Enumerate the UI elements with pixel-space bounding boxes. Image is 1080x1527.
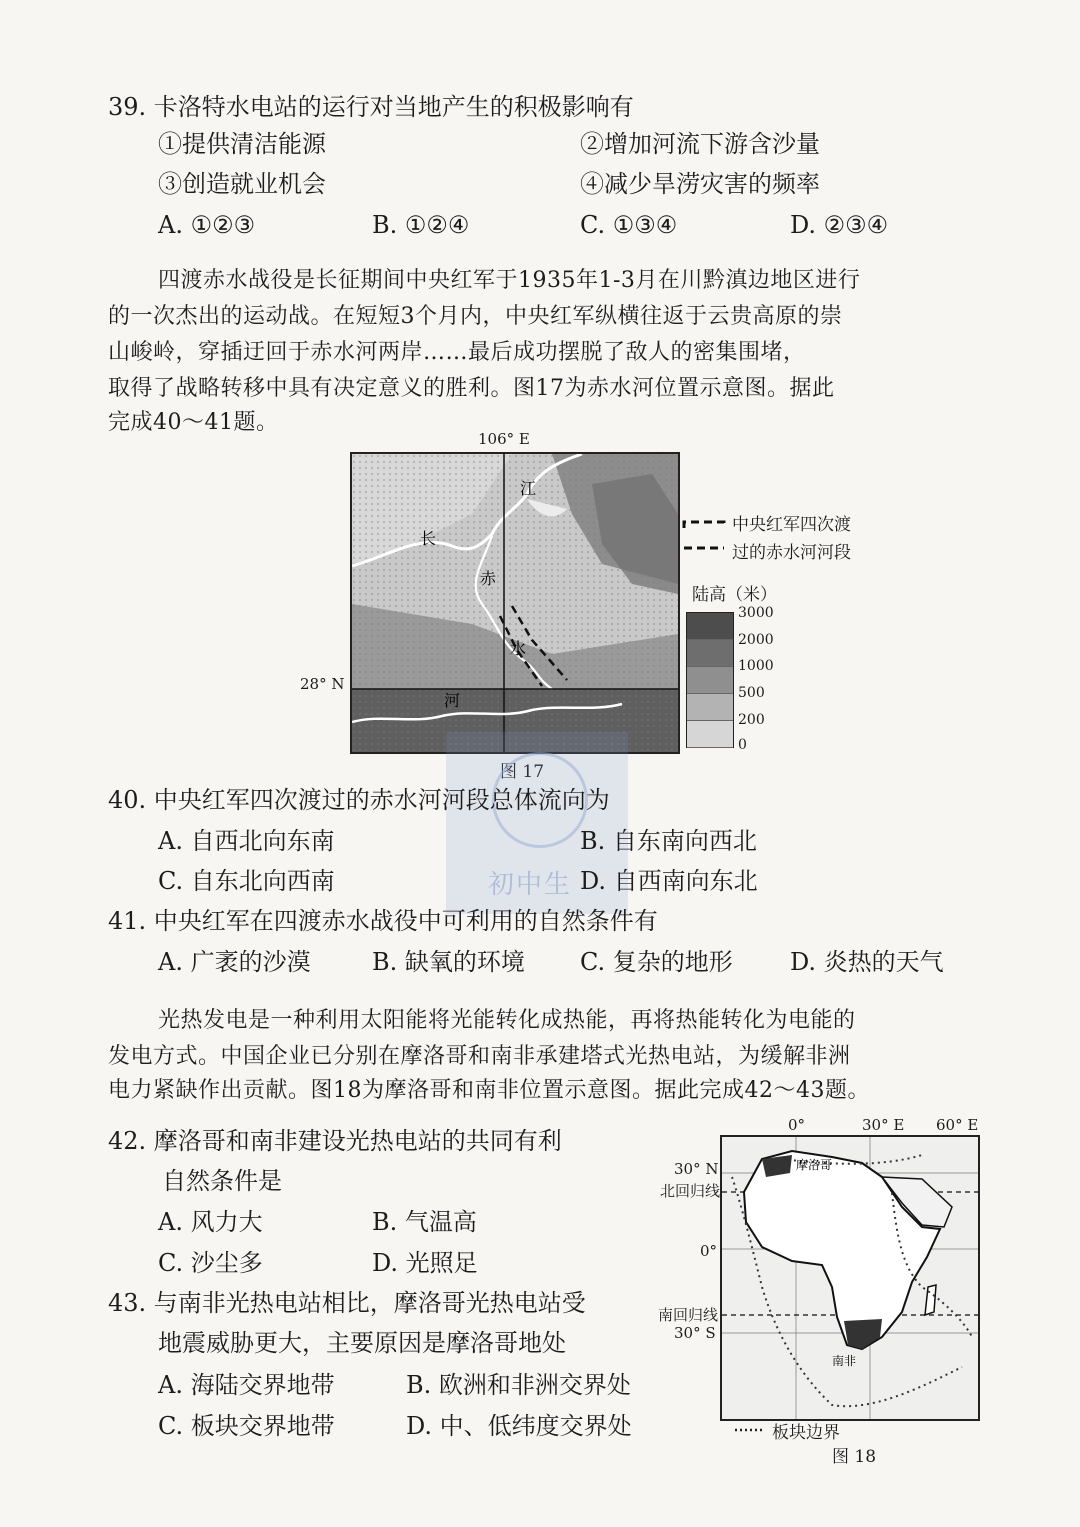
fig18-lon-60e: 60° E bbox=[936, 1116, 979, 1134]
q40-stem: 40. 中央红军四次渡过的赤水河河段总体流向为 bbox=[108, 786, 610, 814]
africa-map bbox=[720, 1135, 980, 1421]
passage1-line-4: 取得了战略转移中具有决定意义的胜利。图17为赤水河位置示意图。据此 bbox=[108, 376, 835, 401]
fig18-caption: 图 18 bbox=[832, 1447, 877, 1467]
q43-option-a: A. 海陆交界地带 bbox=[158, 1371, 335, 1399]
q41-option-c: C. 复杂的地形 bbox=[580, 948, 733, 976]
elevation-legend-title: 陆高（米） bbox=[692, 585, 777, 605]
passage2-line-2: 发电方式。中国企业已分别在摩洛哥和南非承建塔式光热电站，为缓解非洲 bbox=[108, 1044, 851, 1069]
q43-option-c: C. 板块交界地带 bbox=[158, 1412, 335, 1440]
river-char-chi: 赤 bbox=[480, 569, 497, 588]
q42-option-b: B. 气温高 bbox=[372, 1208, 477, 1236]
elevation-swatch bbox=[687, 613, 733, 640]
q41-option-a: A. 广袤的沙漠 bbox=[158, 948, 311, 976]
q39-option-d: D. ②③④ bbox=[790, 211, 889, 239]
elevation-value: 3000 bbox=[738, 605, 774, 621]
q39-item-2: ②增加河流下游含沙量 bbox=[580, 130, 820, 158]
q43-stem-line-1: 43. 与南非光热电站相比，摩洛哥光热电站受 bbox=[108, 1289, 586, 1317]
relief-map bbox=[352, 454, 678, 752]
q39-option-c: C. ①③④ bbox=[580, 211, 678, 239]
south-africa-region bbox=[844, 1319, 882, 1349]
route-legend-line-1: 中央红军四次渡 bbox=[732, 515, 851, 535]
q42-option-c: C. 沙尘多 bbox=[158, 1249, 263, 1277]
passage1-line-1: 四渡赤水战役是长征期间中央红军于1935年1-3月在川黔滇边地区进行 bbox=[158, 268, 861, 293]
fig18-lat-30n: 30° N bbox=[674, 1160, 719, 1178]
q41-option-d: D. 炎热的天气 bbox=[790, 948, 944, 976]
q42-stem-line-1: 42. 摩洛哥和南非建设光热电站的共同有利 bbox=[108, 1127, 562, 1155]
q41-stem: 41. 中央红军在四渡赤水战役中可利用的自然条件有 bbox=[108, 907, 658, 935]
elevation-value: 500 bbox=[738, 685, 765, 701]
river-char-jiang: 江 bbox=[520, 479, 537, 498]
morocco-label: 摩洛哥 bbox=[796, 1158, 833, 1172]
fig18-lat-30s: 30° S bbox=[674, 1324, 716, 1342]
q40-option-d: D. 自西南向东北 bbox=[580, 867, 758, 895]
chishui-river-map bbox=[350, 452, 680, 754]
africa-outline bbox=[722, 1137, 978, 1419]
elevation-value: 0 bbox=[738, 737, 747, 753]
q39-item-1: ①提供清洁能源 bbox=[158, 130, 326, 158]
river-char-shui: 水 bbox=[510, 639, 527, 658]
elevation-swatch bbox=[687, 640, 733, 667]
passage1-line-3: 山峻岭，穿插迂回于赤水河两岸……最后成功摆脱了敌人的密集围堵， bbox=[108, 340, 806, 365]
passage1-line-2: 的一次杰出的运动战。在短短3个月内，中央红军纵横往返于云贵高原的崇 bbox=[108, 304, 843, 329]
fig17-longitude-label: 106° E bbox=[478, 430, 530, 448]
q39-option-b: B. ①②④ bbox=[372, 211, 470, 239]
q40-option-a: A. 自西北向东南 bbox=[158, 827, 335, 855]
fig18-lon-30e: 30° E bbox=[862, 1116, 905, 1134]
q39-item-3: ③创造就业机会 bbox=[158, 170, 326, 198]
q43-option-d: D. 中、低纬度交界处 bbox=[406, 1412, 632, 1440]
fig18-lon-0: 0° bbox=[788, 1116, 806, 1134]
passage2-line-3: 电力紧缺作出贡献。图18为摩洛哥和南非位置示意图。据此完成42～43题。 bbox=[108, 1078, 870, 1103]
q39-option-a: A. ①②③ bbox=[158, 211, 256, 239]
q40-option-b: B. 自东南向西北 bbox=[580, 827, 757, 855]
fig17-caption: 图 17 bbox=[500, 762, 545, 782]
fig17-latitude-label: 28° N bbox=[300, 675, 345, 693]
route-legend-icon bbox=[680, 518, 730, 554]
elevation-legend bbox=[686, 612, 734, 748]
fig18-tropic-capricorn: 南回归线 bbox=[658, 1306, 719, 1324]
plate-boundary-legend-icon bbox=[733, 1425, 767, 1435]
plate-boundary-legend-label: 板块边界 bbox=[772, 1423, 840, 1443]
elevation-value: 2000 bbox=[738, 632, 774, 648]
fig18-equator: 0° bbox=[700, 1242, 718, 1260]
elevation-value: 1000 bbox=[738, 658, 774, 674]
river-char-chang: 长 bbox=[420, 529, 437, 548]
elevation-swatch bbox=[687, 721, 733, 748]
q40-option-c: C. 自东北向西南 bbox=[158, 867, 335, 895]
q43-stem-line-2: 地震威胁更大，主要原因是摩洛哥地处 bbox=[158, 1329, 566, 1357]
q43-option-b: B. 欧洲和非洲交界处 bbox=[406, 1371, 631, 1399]
q42-stem-line-2: 自然条件是 bbox=[162, 1167, 282, 1195]
passage1-line-5: 完成40～41题。 bbox=[108, 410, 279, 435]
q42-option-a: A. 风力大 bbox=[158, 1208, 263, 1236]
q39-stem: 39. 卡洛特水电站的运行对当地产生的积极影响有 bbox=[108, 93, 634, 121]
elevation-swatch bbox=[687, 667, 733, 694]
q39-item-4: ④减少旱涝灾害的频率 bbox=[580, 170, 820, 198]
passage2-line-1: 光热发电是一种利用太阳能将光能转化成热能，再将热能转化为电能的 bbox=[158, 1008, 856, 1033]
river-char-he: 河 bbox=[444, 691, 461, 710]
route-legend-line-2: 过的赤水河河段 bbox=[732, 543, 851, 563]
q42-option-d: D. 光照足 bbox=[372, 1249, 478, 1277]
south-africa-label: 南非 bbox=[832, 1354, 857, 1368]
elevation-swatch bbox=[687, 694, 733, 721]
fig18-tropic-cancer: 北回归线 bbox=[660, 1182, 721, 1200]
watermark-text: 初中生 bbox=[488, 870, 573, 900]
elevation-value: 200 bbox=[738, 712, 765, 728]
q41-option-b: B. 缺氧的环境 bbox=[372, 948, 525, 976]
